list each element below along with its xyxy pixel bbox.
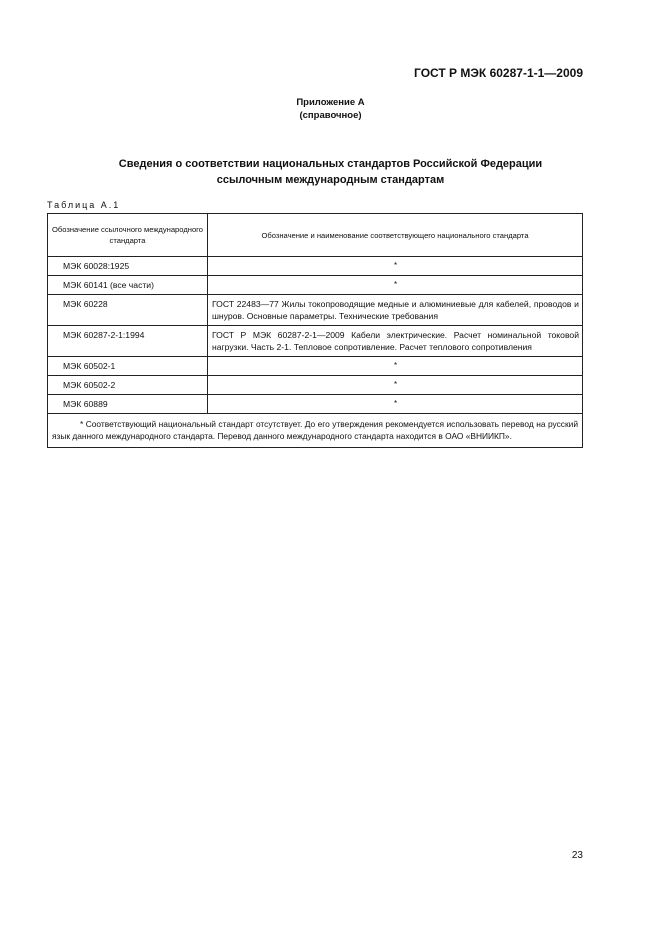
international-standard-cell: МЭК 60228 [48,295,208,326]
international-standard-cell: МЭК 60502-1 [48,357,208,376]
page-number: 23 [571,850,583,861]
table-footnote-row [48,414,583,448]
national-standard-cell: * [208,376,583,395]
table-row [48,257,583,276]
table-row [48,395,583,414]
national-standard-cell: * [208,357,583,376]
table-row [48,326,583,357]
table-footnote: * Соответствующий национальный стандарт отсутствует. До его утверждения рекомендуется использовать перевод на русский язык данного международного стандарта. Перевод данного международного стандарта находится в ОАО «ВНИИКП». [52,419,578,441]
standards-correspondence-table [47,213,583,448]
annex-title: Приложение А [296,97,365,108]
table-caption: Таблица А.1 [47,200,121,210]
annex-heading [0,96,661,122]
table-footnote-cell [48,414,583,448]
column-header-national-standard: Обозначение и наименование соответствующего национального стандарта [208,214,583,257]
page-title-line-2: ссылочным международным стандартам [216,174,445,186]
annex-note: (справочное) [299,110,362,121]
international-standard-cell: МЭК 60141 (все части) [48,276,208,295]
international-standard-cell: МЭК 60502-2 [48,376,208,395]
international-standard-cell: МЭК 60028:1925 [48,257,208,276]
table-row [48,357,583,376]
national-standard-cell: * [208,395,583,414]
table-row [48,276,583,295]
table-row [48,295,583,326]
column-header-international-standard: Обозначение ссылочного международного стандарта [48,214,208,257]
national-standard-cell: * [208,276,583,295]
national-standard-cell: ГОСТ 22483—77 Жилы токопроводящие медные и алюминиевые для кабелей, проводов и шнуров. Основные параметры. Технические требования [208,295,583,326]
national-standard-cell: ГОСТ Р МЭК 60287-2-1—2009 Кабели электрические. Расчет номинальной токовой нагрузки. Часть 2-1. Тепловое сопротивление. Расчет теплового сопротивления [208,326,583,357]
page-title [60,156,601,188]
international-standard-cell: МЭК 60287-2-1:1994 [48,326,208,357]
international-standard-cell: МЭК 60889 [48,395,208,414]
table-header-row [48,214,583,257]
national-standard-cell: * [208,257,583,276]
page-title-line-1: Сведения о соответствии национальных стандартов Российской Федерации [118,158,543,170]
table-row [48,376,583,395]
standard-code-header: ГОСТ Р МЭК 60287-1-1—2009 [414,66,583,80]
